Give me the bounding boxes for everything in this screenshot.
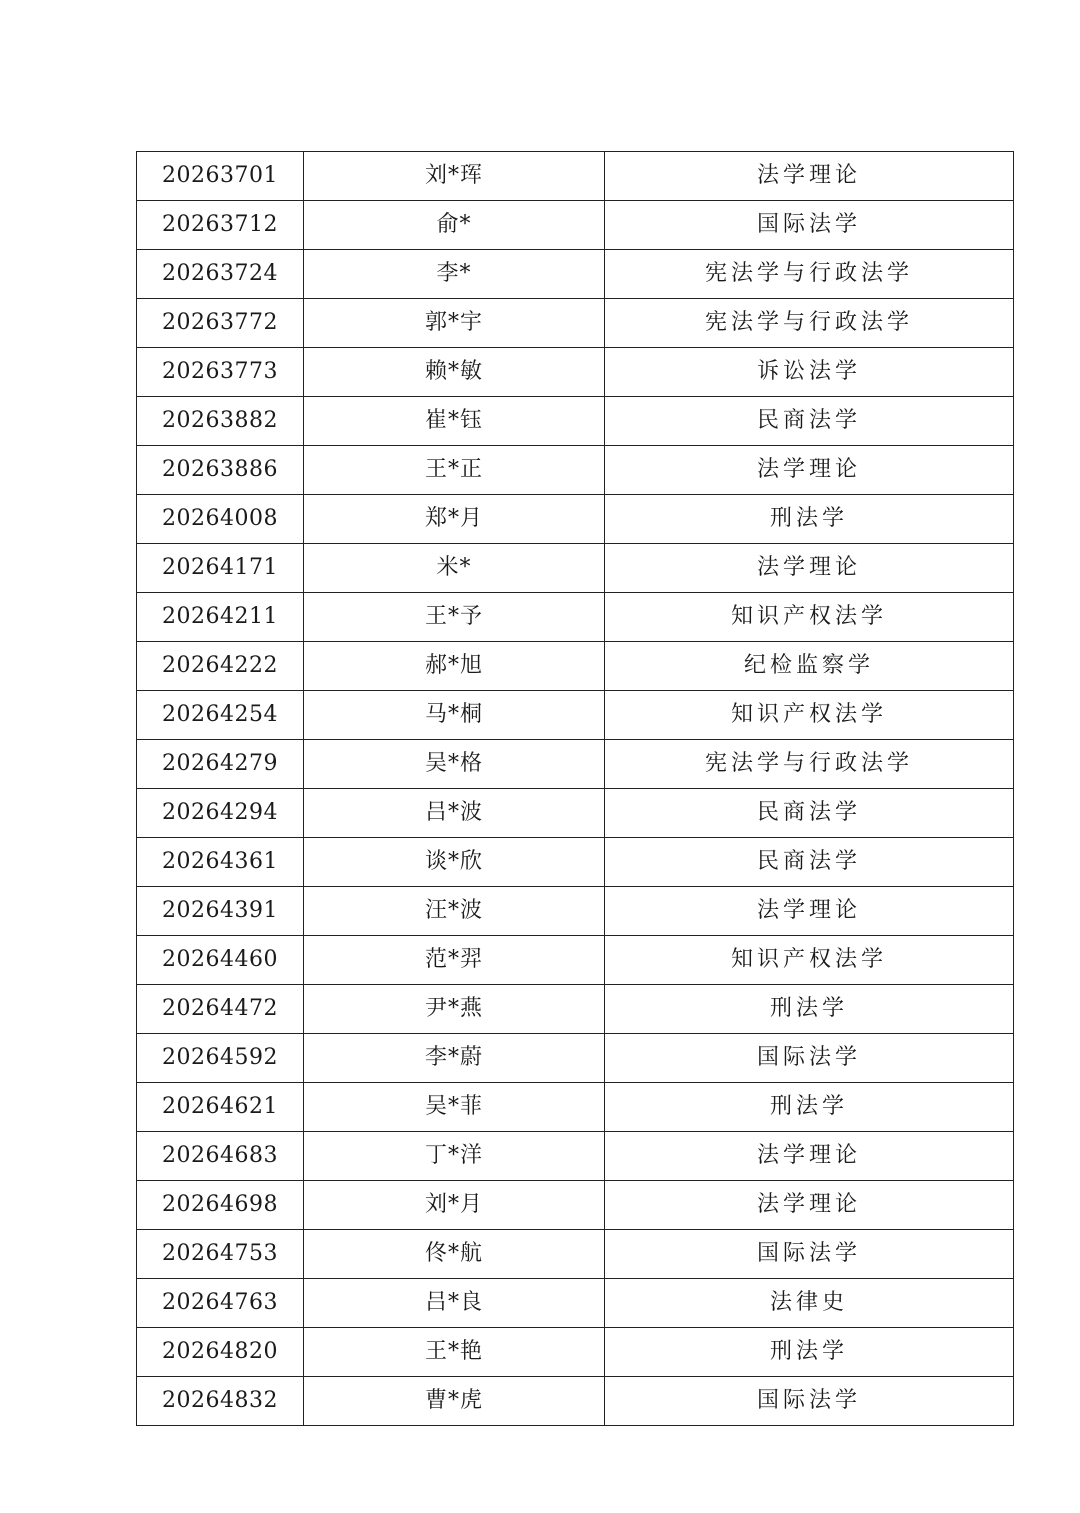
student-name-cell: 汪*波 [304,887,605,936]
student-id-cell: 20263773 [137,348,304,397]
table-row [137,887,1014,936]
table-row [137,348,1014,397]
student-id-cell: 20264171 [137,544,304,593]
major-cell: 宪法学与行政法学 [605,740,1014,789]
major-cell: 国际法学 [605,1034,1014,1083]
student-name-cell: 马*桐 [304,691,605,740]
student-name-cell: 刘*珲 [304,152,605,201]
table-row [137,985,1014,1034]
major-cell: 法学理论 [605,446,1014,495]
student-id-cell: 20264621 [137,1083,304,1132]
major-cell: 法学理论 [605,152,1014,201]
student-id-cell: 20263886 [137,446,304,495]
major-cell: 民商法学 [605,397,1014,446]
student-id-cell: 20264294 [137,789,304,838]
major-cell: 刑法学 [605,1083,1014,1132]
student-name-cell: 吕*良 [304,1279,605,1328]
student-id-cell: 20263701 [137,152,304,201]
table-body [137,152,1014,1426]
table-row [137,446,1014,495]
student-id-cell: 20264254 [137,691,304,740]
student-name-cell: 范*羿 [304,936,605,985]
major-cell: 纪检监察学 [605,642,1014,691]
student-name-cell: 吴*格 [304,740,605,789]
major-cell: 民商法学 [605,789,1014,838]
student-name-cell: 李*蔚 [304,1034,605,1083]
table-row [137,1181,1014,1230]
student-id-cell: 20264008 [137,495,304,544]
student-id-cell: 20264832 [137,1377,304,1426]
student-id-cell: 20264763 [137,1279,304,1328]
student-name-cell: 谈*欣 [304,838,605,887]
table-row [137,152,1014,201]
table-row [137,397,1014,446]
table-row [137,691,1014,740]
student-name-cell: 丁*洋 [304,1132,605,1181]
major-cell: 法学理论 [605,1181,1014,1230]
student-name-cell: 王*艳 [304,1328,605,1377]
table-row [137,1377,1014,1426]
student-id-cell: 20264683 [137,1132,304,1181]
student-id-cell: 20264460 [137,936,304,985]
table-row [137,495,1014,544]
major-cell: 法律史 [605,1279,1014,1328]
student-name-cell: 俞* [304,201,605,250]
student-name-cell: 曹*虎 [304,1377,605,1426]
major-cell: 国际法学 [605,201,1014,250]
major-cell: 知识产权法学 [605,691,1014,740]
student-id-cell: 20264211 [137,593,304,642]
student-id-cell: 20263712 [137,201,304,250]
major-cell: 国际法学 [605,1377,1014,1426]
major-cell: 法学理论 [605,544,1014,593]
student-id-cell: 20264592 [137,1034,304,1083]
student-name-cell: 吕*波 [304,789,605,838]
table-row [137,838,1014,887]
student-name-cell: 尹*燕 [304,985,605,1034]
table-row [137,1328,1014,1377]
major-cell: 宪法学与行政法学 [605,250,1014,299]
student-id-cell: 20264222 [137,642,304,691]
student-name-cell: 赖*敏 [304,348,605,397]
major-cell: 知识产权法学 [605,936,1014,985]
student-id-cell: 20264472 [137,985,304,1034]
student-id-cell: 20264279 [137,740,304,789]
major-cell: 法学理论 [605,1132,1014,1181]
table-row [137,1083,1014,1132]
table-row [137,642,1014,691]
student-id-cell: 20264753 [137,1230,304,1279]
major-cell: 知识产权法学 [605,593,1014,642]
major-cell: 法学理论 [605,887,1014,936]
major-cell: 刑法学 [605,1328,1014,1377]
student-id-cell: 20263882 [137,397,304,446]
major-cell: 民商法学 [605,838,1014,887]
major-cell: 刑法学 [605,495,1014,544]
student-name-cell: 郭*宇 [304,299,605,348]
table-row [137,789,1014,838]
student-name-cell: 佟*航 [304,1230,605,1279]
student-name-cell: 刘*月 [304,1181,605,1230]
admission-list-table [136,151,1014,1426]
table-row [137,936,1014,985]
table-row [137,1230,1014,1279]
student-id-cell: 20264361 [137,838,304,887]
student-name-cell: 王*予 [304,593,605,642]
table-row [137,1279,1014,1328]
table-row [137,544,1014,593]
table-row [137,593,1014,642]
student-id-cell: 20263724 [137,250,304,299]
major-cell: 国际法学 [605,1230,1014,1279]
table-row [137,740,1014,789]
student-id-cell: 20263772 [137,299,304,348]
student-name-cell: 崔*钰 [304,397,605,446]
table-row [137,250,1014,299]
major-cell: 诉讼法学 [605,348,1014,397]
student-name-cell: 郝*旭 [304,642,605,691]
major-cell: 宪法学与行政法学 [605,299,1014,348]
table-row [137,1034,1014,1083]
table-row [137,201,1014,250]
student-name-cell: 王*正 [304,446,605,495]
student-name-cell: 吴*菲 [304,1083,605,1132]
table-row [137,1132,1014,1181]
student-name-cell: 郑*月 [304,495,605,544]
student-id-cell: 20264698 [137,1181,304,1230]
student-id-cell: 20264820 [137,1328,304,1377]
table-row [137,299,1014,348]
student-id-cell: 20264391 [137,887,304,936]
major-cell: 刑法学 [605,985,1014,1034]
student-name-cell: 李* [304,250,605,299]
student-name-cell: 米* [304,544,605,593]
